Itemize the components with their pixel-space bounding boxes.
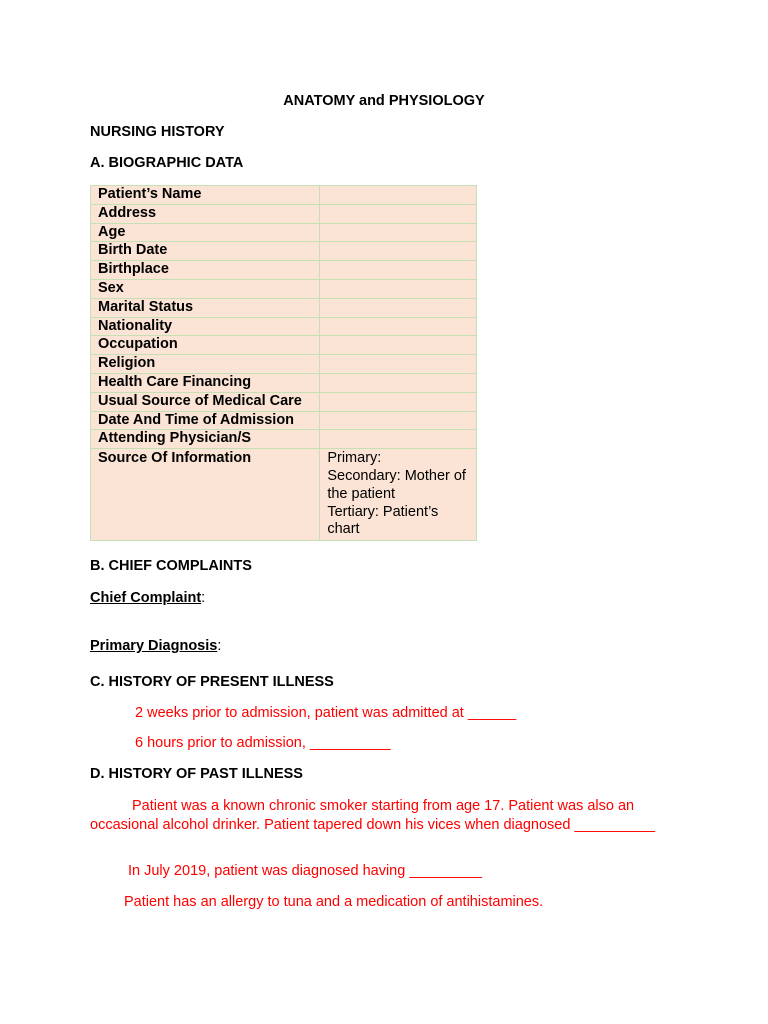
- biographic-row: [91, 279, 477, 298]
- biographic-row-value[interactable]: [320, 261, 477, 280]
- biographic-row-value[interactable]: [320, 242, 477, 261]
- biographic-row-label: Address: [91, 204, 320, 223]
- biographic-row: [91, 317, 477, 336]
- chief-complaint-label: Chief Complaint: [90, 590, 202, 606]
- biographic-row: [91, 373, 477, 392]
- past-illness-paragraph-1: Patient was a known chronic smoker starting from age 17. Patient was also an occasional alcohol drinker. Patient tapered down his vices when diagnosed __________: [90, 798, 656, 833]
- biographic-row: [91, 411, 477, 430]
- primary-diagnosis-field: [90, 638, 221, 654]
- biographic-row: [91, 392, 477, 411]
- biographic-row: [91, 242, 477, 261]
- chief-complaints-heading: B. CHIEF COMPLAINTS: [90, 558, 252, 574]
- biographic-row-label: Occupation: [91, 336, 320, 355]
- source-of-information-line: Primary:: [327, 450, 382, 467]
- biographic-row-label: Marital Status: [91, 298, 320, 317]
- source-of-information-line: Secondary: Mother of the patient: [327, 467, 466, 502]
- chief-complaint-field: [90, 590, 205, 606]
- past-illness-paragraph-2: In July 2019, patient was diagnosed having _________: [128, 863, 482, 879]
- biographic-row: [91, 336, 477, 355]
- biographic-row-label: Religion: [91, 355, 320, 374]
- biographic-row: [91, 430, 477, 449]
- biographic-row-label: Health Care Financing: [91, 373, 320, 392]
- present-illness-line-1: 2 weeks prior to admission, patient was admitted at ______: [135, 705, 517, 721]
- biographic-row-value[interactable]: [320, 204, 477, 223]
- biographic-data-heading: A. BIOGRAPHIC DATA: [90, 155, 244, 171]
- primary-diagnosis-label: Primary Diagnosis: [90, 638, 218, 654]
- biographic-row-value[interactable]: [320, 336, 477, 355]
- biographic-row: [91, 204, 477, 223]
- biographic-row: [91, 261, 477, 280]
- past-illness-paragraph-3: Patient has an allergy to tuna and a medication of antihistamines.: [124, 894, 544, 910]
- biographic-row-value[interactable]: [320, 298, 477, 317]
- biographic-row: [91, 298, 477, 317]
- source-of-information-value: [320, 449, 477, 541]
- nursing-history-header: NURSING HISTORY: [90, 124, 225, 140]
- biographic-row-label: Age: [91, 223, 320, 242]
- biographic-row-value[interactable]: [320, 373, 477, 392]
- primary-diagnosis-colon: :: [217, 638, 222, 654]
- biographic-row-value[interactable]: [320, 355, 477, 374]
- document-title: ANATOMY and PHYSIOLOGY: [283, 93, 485, 109]
- biographic-row: [91, 355, 477, 374]
- biographic-row-value[interactable]: [320, 223, 477, 242]
- source-of-information-line: Tertiary: Patient’s chart: [327, 503, 439, 538]
- biographic-row-label: Patient’s Name: [91, 186, 320, 205]
- biographic-row-label: Attending Physician/S: [91, 430, 320, 449]
- biographic-row-label: Sex: [91, 279, 320, 298]
- biographic-row-label: Birth Date: [91, 242, 320, 261]
- biographic-row-value[interactable]: [320, 317, 477, 336]
- biographic-row: [91, 186, 477, 205]
- present-illness-heading: C. HISTORY OF PRESENT ILLNESS: [90, 674, 334, 690]
- biographic-row-value[interactable]: [320, 392, 477, 411]
- source-of-information-label: Source Of Information: [91, 449, 320, 541]
- biographic-row-value[interactable]: [320, 279, 477, 298]
- biographic-data-table: [90, 185, 477, 541]
- biographic-row-label: Nationality: [91, 317, 320, 336]
- biographic-row-label: Date And Time of Admission: [91, 411, 320, 430]
- biographic-row-label: Usual Source of Medical Care: [91, 392, 320, 411]
- present-illness-line-2: 6 hours prior to admission, __________: [135, 735, 391, 751]
- biographic-row-value[interactable]: [320, 411, 477, 430]
- biographic-row-label: Birthplace: [91, 261, 320, 280]
- biographic-row-value[interactable]: [320, 186, 477, 205]
- chief-complaint-colon: :: [201, 590, 206, 606]
- past-illness-heading: D. HISTORY OF PAST ILLNESS: [90, 766, 303, 782]
- source-of-information-row: [91, 449, 477, 541]
- biographic-row: [91, 223, 477, 242]
- biographic-row-value[interactable]: [320, 430, 477, 449]
